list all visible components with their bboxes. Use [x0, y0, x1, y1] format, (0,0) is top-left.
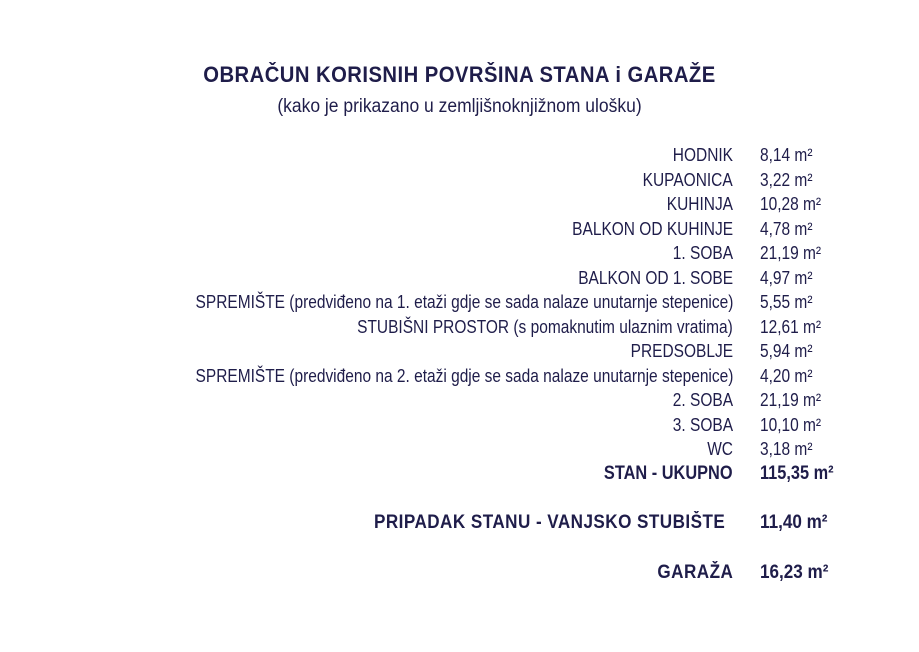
- area-row: [0, 364, 919, 389]
- room-label: BALKON OD 1. SOBE: [578, 267, 733, 288]
- area-row: [0, 266, 919, 291]
- room-area: 5,55 m²: [760, 292, 813, 312]
- area-table: [0, 143, 919, 486]
- area-row: [0, 437, 919, 462]
- area-row: [0, 339, 919, 364]
- total-row: [0, 462, 919, 487]
- room-label: PREDSOBLJE: [630, 341, 733, 361]
- area-row: [0, 413, 919, 438]
- area-row: [0, 290, 919, 315]
- area-row: [0, 168, 919, 193]
- room-area: 8,14 m²: [760, 145, 813, 165]
- room-area: 3,22 m²: [760, 169, 813, 190]
- area-row: [0, 217, 919, 242]
- stairs-area: 11,40 m²: [760, 512, 828, 533]
- room-area: 4,78 m²: [760, 218, 813, 239]
- area-row: [0, 143, 919, 168]
- room-area: 10,10 m²: [760, 414, 822, 435]
- garage-label: GARAŽA: [657, 562, 733, 583]
- area-row: [0, 192, 919, 217]
- room-label: KUPAONICA: [642, 169, 733, 190]
- room-label: KUHINJA: [666, 194, 733, 214]
- room-label: WC: [707, 439, 733, 459]
- stairs-row: [0, 510, 919, 536]
- room-area: 3,18 m²: [760, 439, 813, 459]
- room-area: 5,94 m²: [760, 341, 813, 361]
- garage-area: 16,23 m²: [760, 562, 829, 583]
- garage-row: [0, 560, 919, 586]
- room-label: BALKON OD KUHINJE: [572, 218, 733, 239]
- room-area: 10,28 m²: [760, 194, 822, 214]
- area-row: [0, 241, 919, 266]
- room-label: HODNIK: [672, 145, 733, 165]
- stairs-label: PRIPADAK STANU - VANJSKO STUBIŠTE: [373, 512, 725, 533]
- room-area: 4,20 m²: [760, 365, 813, 386]
- area-row: [0, 388, 919, 413]
- total-area: 115,35 m²: [760, 462, 834, 484]
- area-row: [0, 315, 919, 340]
- page-subtitle: (kako je prikazano u zemljišnoknjižnom ulošku): [277, 96, 642, 117]
- room-label: SPREMIŠTE (predviđeno na 1. etaži gdje se sada nalaze unutarnje stepenice): [195, 292, 733, 312]
- room-label: 3. SOBA: [672, 414, 733, 435]
- room-label: 1. SOBA: [672, 243, 733, 263]
- room-label: 2. SOBA: [672, 390, 733, 410]
- room-area: 4,97 m²: [760, 267, 813, 288]
- room-area: 21,19 m²: [760, 243, 822, 263]
- room-area: 12,61 m²: [760, 316, 822, 337]
- room-label: SPREMIŠTE (predviđeno na 2. etaži gdje se sada nalaze unutarnje stepenice): [195, 365, 733, 386]
- room-label: STUBIŠNI PROSTOR (s pomaknutim ulaznim vratima): [357, 316, 733, 337]
- total-label: STAN - UKUPNO: [604, 462, 733, 484]
- room-area: 21,19 m²: [760, 390, 822, 410]
- page-title: OBRAČUN KORISNIH POVRŠINA STANA i GARAŽE: [203, 62, 716, 87]
